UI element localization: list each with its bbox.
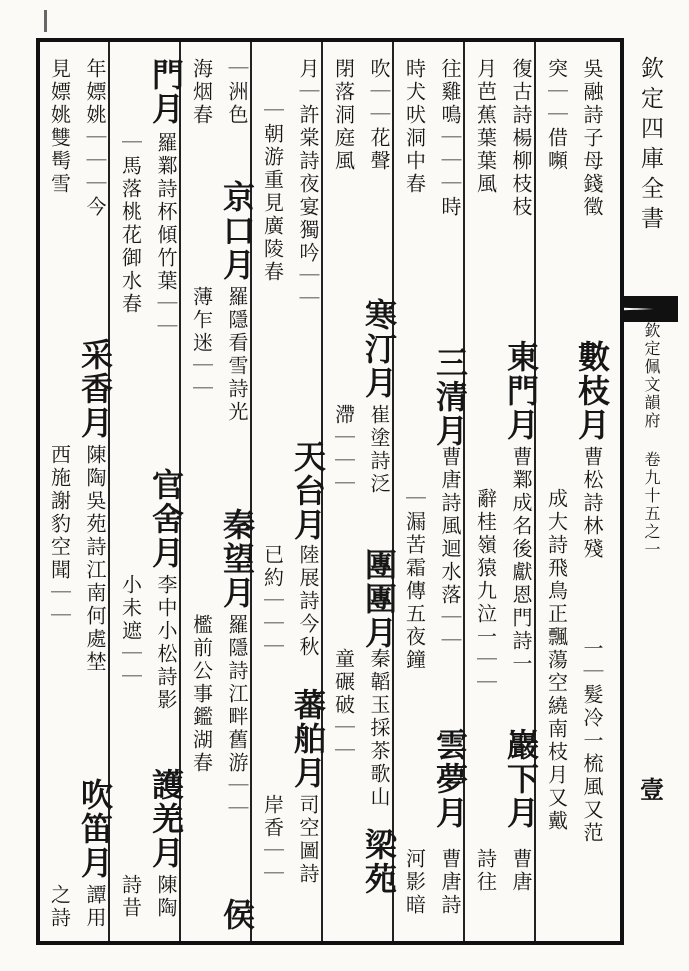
entry-heading: 雲夢月 — [431, 728, 469, 830]
entry-heading: 侯 — [218, 898, 256, 932]
entry-text: 羅鄴詩杯傾竹葉｜｜ — [154, 132, 178, 339]
entry-text: 檻前公事鑑湖春 — [189, 614, 214, 775]
entry-text: 往雞鳴｜｜｜時 — [438, 58, 462, 219]
entry-text: 小未遮｜｜ — [118, 574, 143, 689]
entry-text: 月芭蕉葉葉風 — [473, 58, 498, 196]
entry-text: 年嫖姚｜｜｜今 — [83, 58, 107, 219]
entry-text: 月｜許棠詩夜宴獨吟｜｜ — [296, 58, 320, 311]
entry-text: ｜洲色 — [225, 58, 249, 127]
entry-text: 曹松詩林殘 — [580, 446, 604, 561]
entry-text: 曹唐詩風迴水落｜｜ — [438, 446, 462, 653]
entry-text: ｜朝游重見廣陵春 — [260, 100, 285, 284]
entry-text: ｜漏苦霜傳五夜鐘 — [402, 488, 427, 672]
entry-heading: 采香月 — [76, 338, 114, 440]
entry-text: 滯｜｜｜ — [331, 404, 356, 496]
entry-text: 閉落洞庭風 — [331, 58, 356, 173]
entry-heading: 門月 — [147, 58, 185, 126]
page-number: 壹 — [640, 775, 664, 804]
text-column — [501, 48, 541, 940]
entry-heading: 護羌月 — [147, 768, 185, 870]
entry-heading: 蕃舶月 — [289, 688, 327, 790]
text-column — [572, 48, 612, 940]
text-column — [324, 48, 364, 940]
entry-text: ｜馬落桃花御水春 — [118, 132, 143, 316]
entry-text: 譚用 — [83, 884, 107, 930]
entry-text: 吹｜｜花聲 — [367, 58, 391, 173]
entry-heading: 吹笛月 — [76, 778, 114, 880]
text-column — [359, 48, 399, 940]
entry-text: 陳陶 — [154, 874, 178, 920]
entry-heading: 寒汀月 — [360, 298, 398, 400]
text-column — [217, 48, 257, 940]
entry-text: 羅隱看雪詩光 — [225, 286, 249, 424]
entry-text: 已約｜｜｜ — [260, 544, 285, 659]
entry-text: 時犬吠洞中春 — [402, 58, 427, 196]
entry-heading: 京口月 — [218, 180, 256, 282]
entry-heading: 秦望月 — [218, 508, 256, 610]
entry-text: 詩往 — [473, 848, 498, 894]
volume-marker: 欽定佩文韻府 卷九十五之一 — [642, 322, 661, 559]
entry-text: 崔塗詩泛 — [367, 404, 391, 496]
entry-text: 一｜髮冷一梳風又范 — [580, 638, 604, 845]
entry-text: 之詩 — [47, 884, 72, 930]
entry-text: 李中小松詩影 — [154, 574, 178, 712]
text-column — [75, 48, 115, 940]
entry-text: 河影暗 — [402, 848, 427, 917]
entry-heading: 東門月 — [502, 340, 540, 442]
entry-text: 陳陶吳苑詩江南何處埜 — [83, 444, 107, 674]
text-column — [182, 48, 222, 940]
entry-text: 童碾破｜｜ — [331, 648, 356, 763]
text-column — [466, 48, 506, 940]
text-column — [253, 48, 293, 940]
entry-text: 曹唐 — [509, 848, 533, 894]
entry-text: 岸香｜｜ — [260, 794, 285, 886]
entry-text: 陸展詩今秋 — [296, 544, 320, 659]
entry-heading: 三清月 — [431, 346, 469, 448]
book-title: 欽定四庫全書 — [637, 56, 663, 236]
text-column — [430, 48, 470, 940]
entry-text: 羅隱詩江畔舊游｜｜ — [225, 614, 249, 821]
text-column — [146, 48, 186, 940]
entry-text: 司空圖詩 — [296, 794, 320, 886]
entry-heading: 巖下月 — [502, 728, 540, 830]
entry-heading: 官舍月 — [147, 468, 185, 570]
entry-text: 薄乍迷｜｜ — [189, 286, 214, 401]
entry-text: 成大詩飛鳥正飄蕩空繞南枝月又戴 — [544, 488, 569, 833]
entry-text: 西施謝豹空聞｜｜ — [47, 444, 72, 628]
entry-heading: 天台月 — [289, 440, 327, 542]
text-column — [537, 48, 577, 940]
entry-text: 吳融詩子母錢徵 — [580, 58, 604, 219]
entry-text: 曹鄴成名後獻恩門詩一 — [509, 446, 533, 676]
entry-heading: 數枝月 — [573, 340, 611, 442]
entry-text: 秦韜玉採茶歌山 — [367, 648, 391, 809]
entry-text: 見嫖姚雙髩雪 — [47, 58, 72, 196]
text-column — [288, 48, 328, 940]
entry-text: 海烟春 — [189, 58, 214, 127]
entry-text: 曹唐詩 — [438, 848, 462, 917]
entry-text: 詩昔 — [118, 874, 143, 920]
entry-text: 復古詩楊柳枝枝 — [509, 58, 533, 219]
edge-mark — [44, 10, 47, 32]
entry-text: 突｜｜借嚬 — [544, 58, 569, 173]
entry-text: 辭桂嶺猿九泣一｜｜ — [473, 488, 498, 695]
entry-heading: 團團月 — [360, 548, 398, 650]
text-column — [40, 48, 80, 940]
text-column — [395, 48, 435, 940]
entry-heading: 梁苑 — [360, 828, 398, 896]
text-column — [111, 48, 151, 940]
